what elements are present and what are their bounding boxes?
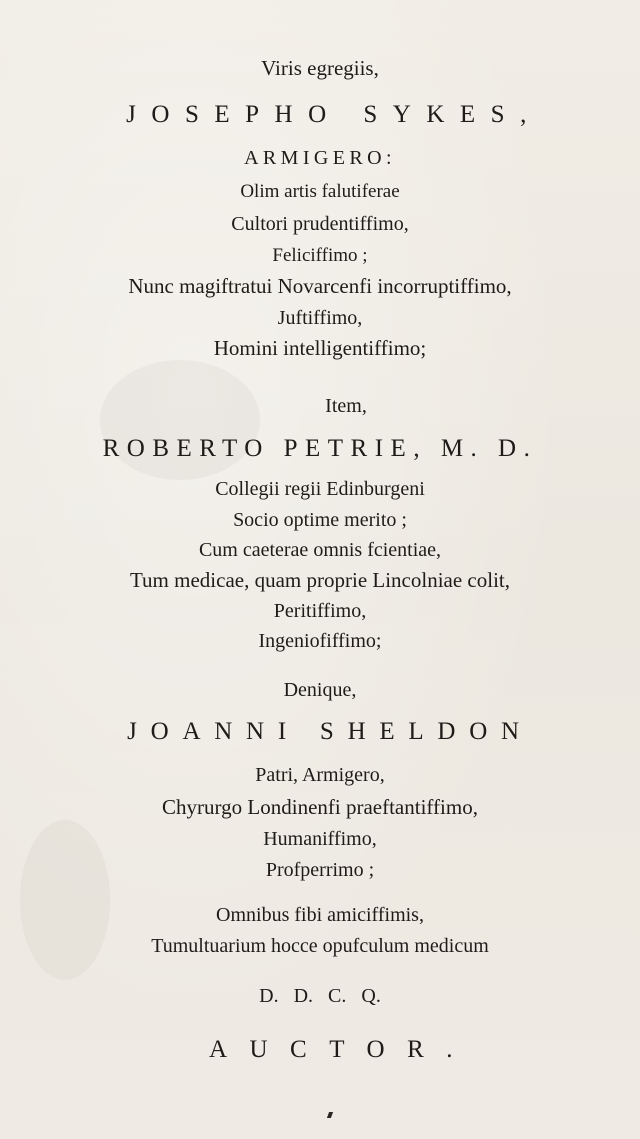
dedication-line: Humaniffimo, (263, 828, 377, 850)
dedication-line: Cultori prudentiffimo, (231, 213, 409, 235)
recipient-name-petrie: ROBERTO PETRIE, M. D. (102, 435, 538, 462)
dedication-line: Profperrimo ; (265, 859, 375, 881)
dedication-line: Collegii regii Edinburgeni (215, 478, 425, 500)
dedication-line: Homini intelligentiffimo; (213, 336, 427, 360)
recipient-name-sykes: JOSEPHO SYKES, (126, 101, 542, 128)
dedication-line: Omnibus fibi amiciffimis, (216, 904, 424, 926)
dedication-line: Peritiffimo, (273, 600, 367, 622)
salutation: Viris egregiis, (261, 56, 379, 80)
dedication-line: Ingeniofiffimo; (258, 630, 382, 652)
dedication-line: Tumultuarium hocce opufculum medicum (151, 935, 489, 957)
paper-stain (100, 360, 260, 480)
dedication-line: Chyrurgo Londinenfi praeftantiffimo, (162, 795, 478, 819)
dedication-line: Tum medicae, quam proprie Lincolniae colit, (129, 568, 511, 592)
recipient-name-sheldon: JOANNI SHELDON (127, 718, 533, 745)
dedication-line: Nunc magiftratui Novarcenfi incorruptiffimo, (128, 274, 512, 298)
recipient-title-armigero: ARMIGERO: (244, 147, 396, 169)
section-connector-item: Item, (325, 395, 367, 417)
dedication-line: Olim artis falutiferae (240, 181, 400, 202)
section-connector-denique: Denique, (283, 679, 357, 701)
printer-mark (327, 1112, 333, 1118)
dedication-line: Patri, Armigero, (255, 764, 385, 786)
dedicatory-formula: D. D. C. Q. (259, 985, 381, 1007)
dedication-line: Juftiffimo, (277, 307, 363, 329)
dedication-line: Feliciffimo ; (272, 245, 368, 266)
dedication-line: Cum caeterae omnis fcientiae, (198, 539, 442, 561)
author-signature: AUCTOR. (208, 1036, 476, 1063)
dedication-line: Socio optime merito ; (233, 509, 407, 531)
